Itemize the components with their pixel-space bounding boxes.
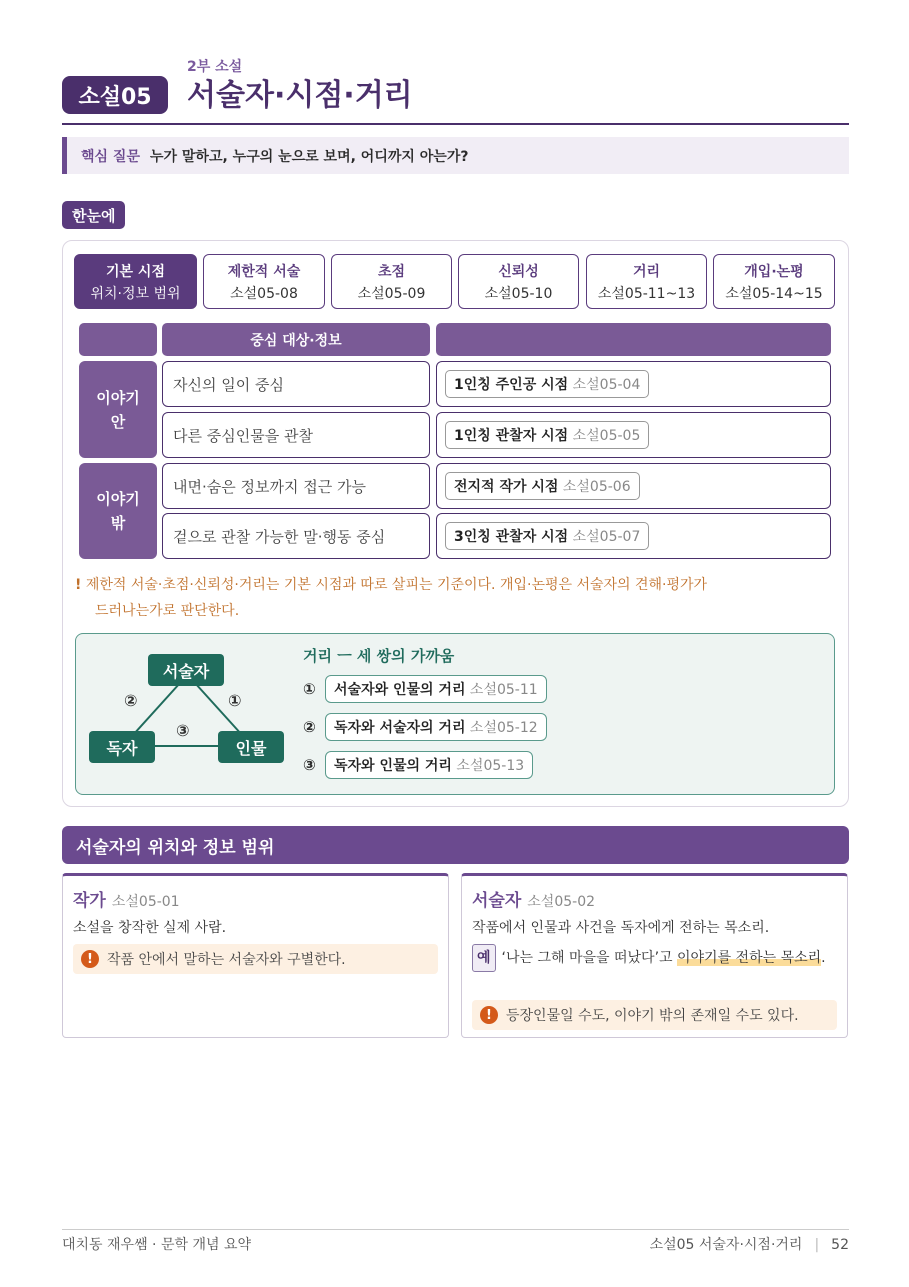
view-name: 3인칭 관찰자 시점 [454, 529, 569, 545]
table-header-view [436, 323, 831, 356]
footer-sep: | [814, 1237, 820, 1253]
tab-title: 기본 시점 [106, 263, 165, 280]
warning-text: 등장인물일 수도, 이야기 밖의 존재일 수도 있다. [506, 1008, 799, 1024]
tab-distance[interactable] [586, 254, 707, 309]
view-name: 전지적 작가 시점 [454, 479, 559, 495]
distance-item-ref: 소설05-12 [469, 720, 538, 736]
group-label-inside [79, 361, 157, 458]
distance-item-text: 서술자와 인물의 거리 [334, 682, 466, 698]
tab-title: 거리 [632, 263, 661, 280]
tab-title: 제한적 서술 [227, 263, 301, 280]
card-desc: 소설을 창작한 실제 사람. [73, 920, 227, 936]
card-author [62, 873, 449, 1038]
table-row-desc: 내면·숨은 정보까지 접근 가능 [162, 463, 430, 509]
distance-item-pill[interactable] [325, 675, 547, 703]
key-question-text: 누가 말하고, 누구의 눈으로 보며, 어디까지 아는가? [149, 148, 469, 165]
distance-title: 거리 ㅡ 세 쌍의 가까움 [303, 647, 455, 665]
distance-item-ref: 소설05-13 [456, 758, 525, 774]
view-pill[interactable] [445, 421, 649, 449]
card-title [73, 886, 180, 911]
node-reader: 독자 [89, 731, 155, 763]
title-rule [62, 123, 849, 125]
edge-label-right: ① [228, 691, 242, 710]
table-header-center: 중심 대상·정보 [162, 323, 430, 356]
criteria-note [75, 572, 815, 624]
distance-item-text: 독자와 서술자의 거리 [334, 720, 466, 736]
footer-right [650, 1234, 849, 1254]
distance-item-num: ③ [303, 756, 316, 774]
note-mark: ! [75, 577, 82, 593]
distance-item-num: ② [303, 718, 316, 736]
key-question [62, 137, 849, 174]
tab-sub: 소설05-14~15 [725, 285, 823, 302]
tab-sub: 소설05-11~13 [597, 285, 696, 302]
tab-limited-narration[interactable] [203, 254, 325, 309]
view-ref: 소설05-06 [562, 479, 631, 495]
card-ref: 소설05-02 [527, 894, 596, 910]
warning-icon: ! [81, 950, 99, 968]
edge-label-left: ② [124, 691, 138, 710]
distance-item-pill[interactable] [325, 751, 533, 779]
tab-focus[interactable] [331, 254, 452, 309]
tab-title: 신뢰성 [498, 263, 539, 280]
example-highlight: 이야기를 전하는 목소리 [677, 950, 822, 966]
group-label-line1: 이야기 [96, 490, 140, 508]
footer-left: 대치동 재우쌤 · 문학 개념 요약 [62, 1237, 251, 1253]
node-character: 인물 [218, 731, 284, 763]
table-row-view [436, 463, 831, 509]
group-label-line2: 밖 [110, 514, 126, 532]
tab-intervention[interactable] [713, 254, 835, 309]
table-row-view [436, 513, 831, 559]
edge-label-bottom: ③ [176, 721, 190, 740]
tab-sub: 소설05-10 [484, 285, 553, 302]
distance-item-ref: 소설05-11 [469, 682, 538, 698]
tab-basic-viewpoint[interactable] [74, 254, 197, 309]
chapter-badge: 소설05 [62, 76, 168, 114]
distance-item-num: ① [303, 680, 316, 698]
group-label-line1: 이야기 [96, 388, 140, 407]
note-line2: 드러나는가로 판단한다. [95, 603, 240, 619]
table-row-desc: 다른 중심인물을 관찰 [162, 412, 430, 458]
table-row-desc: 겉으로 관찰 가능한 말·행동 중심 [162, 513, 430, 559]
table-row-view [436, 412, 831, 458]
table-row-view [436, 361, 831, 407]
page-title: 서술자·시점·거리 [187, 78, 413, 113]
example-end: . [821, 950, 826, 966]
view-pill[interactable] [445, 522, 649, 550]
card-ref: 소설05-01 [111, 894, 180, 910]
glance-tag: 한눈에 [62, 201, 125, 229]
view-ref: 소설05-05 [572, 428, 641, 444]
view-ref: 소설05-04 [572, 377, 641, 393]
table-header-blank [79, 323, 157, 356]
warning-text: 작품 안에서 말하는 서술자와 구별한다. [107, 952, 346, 968]
card-desc: 작품에서 인물과 사건을 독자에게 전하는 목소리. [472, 920, 770, 936]
group-label-line2: 안 [110, 412, 126, 431]
view-pill[interactable] [445, 472, 640, 500]
distance-item-pill[interactable] [325, 713, 547, 741]
part-label: 2부 소설 [187, 59, 243, 75]
card-title-text: 서술자 [472, 891, 522, 911]
tab-title: 초점 [377, 263, 406, 280]
tab-sub: 소설05-08 [230, 285, 298, 302]
card-example [472, 944, 832, 972]
example-tag: 예 [472, 944, 496, 972]
example-text: ‘나는 그해 마을을 떠났다’고 [501, 950, 677, 966]
tab-sub: 위치·정보 범위 [90, 285, 181, 302]
tab-sub: 소설05-09 [357, 285, 426, 302]
card-title-text: 작가 [73, 891, 106, 911]
distance-item [303, 712, 547, 742]
distance-item [303, 750, 533, 780]
group-label-outside [79, 463, 157, 559]
tab-title: 개입·논평 [744, 263, 804, 280]
view-pill[interactable] [445, 370, 649, 398]
section-title: 서술자의 위치와 정보 범위 [62, 826, 849, 864]
warning-icon: ! [480, 1006, 498, 1024]
card-warning [472, 1000, 837, 1030]
table-row-desc: 자신의 일이 중심 [162, 361, 430, 407]
card-warning [73, 944, 438, 974]
footer-rule [62, 1229, 849, 1230]
card-narrator [461, 873, 848, 1038]
view-name: 1인칭 주인공 시점 [454, 377, 569, 393]
distance-item [303, 674, 547, 704]
view-name: 1인칭 관찰자 시점 [454, 428, 569, 444]
distance-item-text: 독자와 인물의 거리 [334, 758, 452, 774]
footer-chapter: 소설05 서술자·시점·거리 [649, 1237, 803, 1253]
card-title [472, 886, 595, 911]
view-ref: 소설05-07 [572, 529, 641, 545]
page-number: 52 [831, 1237, 849, 1253]
key-question-label: 핵심 질문 [81, 148, 140, 165]
tab-reliability[interactable] [458, 254, 579, 309]
node-narrator: 서술자 [148, 654, 224, 686]
note-line1: 제한적 서술·초점·신뢰성·거리는 기본 시점과 따로 살피는 기준이다. 개입·논평은 서술자의 견해·평가가 [85, 577, 708, 593]
